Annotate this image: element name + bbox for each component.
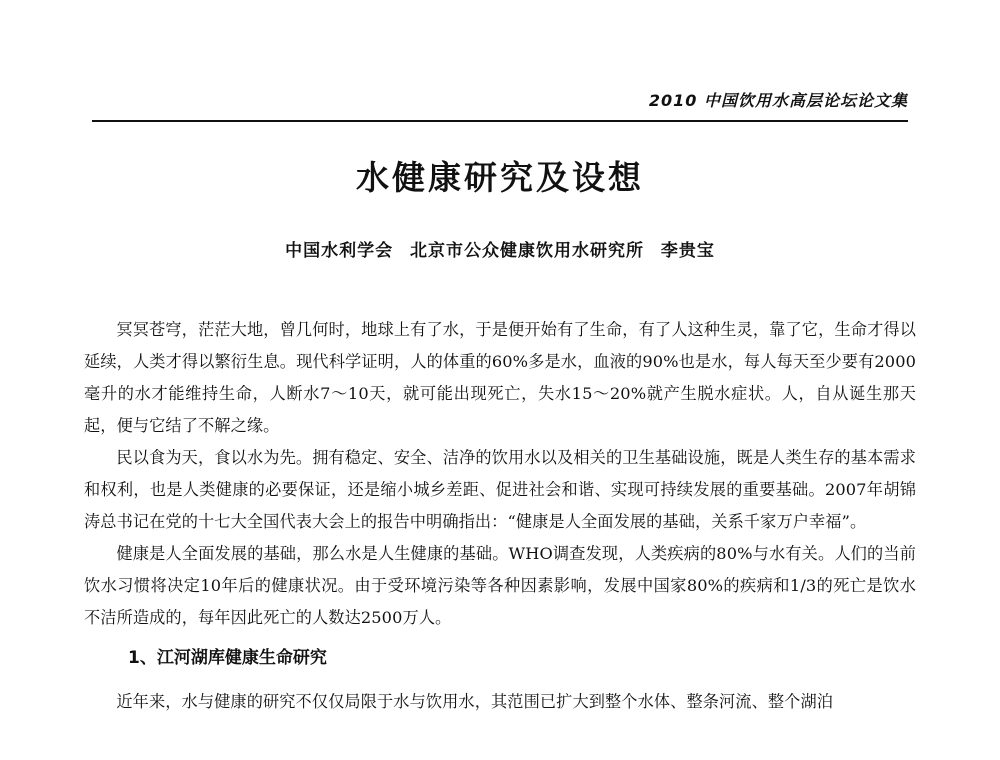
- section-1-paragraph: 近年来，水与健康的研究不仅仅局限于水与饮用水，其范围已扩大到整个水体、整条河流、整个湖泊: [116, 692, 834, 711]
- paragraph-3: 健康是人全面发展的基础，那么水是人生健康的基础。WHO调查发现，人类疾病的80%与水有关。人们的当前饮水习惯将决定10年后的健康状况。由于受环境污染等各种因素影响，发展中国家80%的疾病和1/3的死亡是饮水不洁所造成的，每年因此死亡的人数达2500万人。: [84, 544, 916, 627]
- paragraph-2: 民以食为天，食以水为先。拥有稳定、安全、洁净的饮用水以及相关的卫生基础设施，既是人类生存的基本需求和权利，也是人类健康的必要保证，还是缩小城乡差距、促进社会和谐、实现可持续发展的重要基础。2007年胡锦涛总书记在党的十七大全国代表大会上的报告中明确指出：“健康是人全面发展的基础，关系千家万户幸福”。: [84, 448, 916, 531]
- header-rule: [92, 120, 908, 122]
- running-header: 2010 中国饮用水高层论坛论文集: [648, 91, 908, 110]
- author-affiliation: 中国水利学会 北京市公众健康饮用水研究所 李贵宝: [285, 241, 715, 261]
- paragraph-1: 冥冥苍穹，茫茫大地，曾几何时，地球上有了水，于是便开始有了生命，有了人这种生灵，靠了它，生命才得以延续，人类才得以繁衍生息。现代科学证明，人的体重的60%多是水，血液的90%也是水，每人每天至少要有2000毫升的水才能维持生命，人断水7～10天，就可能出现死亡，失水15～20%就产生脱水症状。人，自从诞生那天起，便与它结了不解之缘。: [84, 320, 916, 435]
- section-heading-1: 1、江河湖库健康生命研究: [128, 648, 327, 668]
- paper-title: 水健康研究及设想: [356, 158, 644, 197]
- body-text: [84, 314, 916, 718]
